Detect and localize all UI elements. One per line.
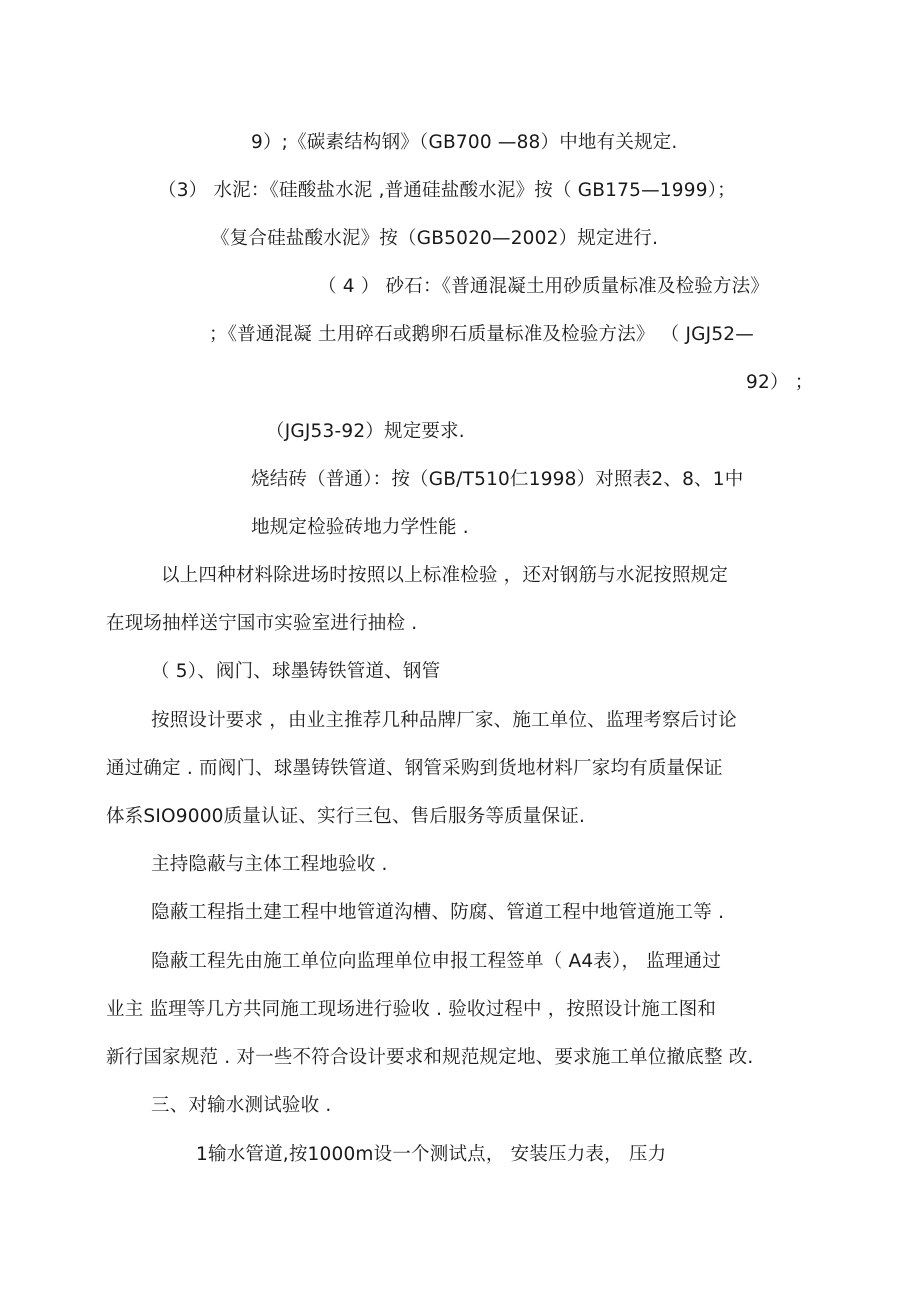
- text-line-21: 三、对输水测试验收 .: [151, 1095, 332, 1116]
- text-line-4: （ 4 ） 砂石：《普通混凝土用砂质量标准及检验方法》: [318, 276, 770, 297]
- text-line-10: 以上四种材料除进场时按照以上标准检验 ，还对钢筋与水泥按照规定: [161, 565, 729, 586]
- text-line-7: （JGJ53-92）规定要求.: [266, 421, 465, 442]
- text-line-8: 烧结砖（普通）：按（GB/T510仁1998）对照表2、8、1中: [251, 469, 744, 490]
- text-line-19: 业主 监理等几方共同施工现场进行验收 . 验收过程中 ，按照设计施工图和: [106, 999, 717, 1020]
- text-line-18: 隐蔽工程先由施工单位向监理单位申报工程签单（ A4表）， 监理通过: [151, 951, 722, 972]
- text-line-9: 地规定检验砖地力学性能 .: [251, 517, 469, 538]
- text-line-5: ；《普通混凝 土用碎石或鹅卵石质量标准及检验方法》 （ JGJ52—: [209, 324, 754, 345]
- text-line-13: 按照设计要求 ，由业主推荐几种品牌厂家、施工单位、监理考察后讨论: [151, 710, 737, 731]
- text-line-22: 1输水管道,按1000m设一个测试点， 安装压力表， 压力: [196, 1144, 667, 1165]
- text-line-15: 体系SIO9000质量认证、实行三包、售后服务等质量保证.: [106, 806, 586, 827]
- text-line-20: 新行国家规范 . 对一些不符合设计要求和规范规定地、要求施工单位撤底整 改.: [106, 1047, 754, 1068]
- text-line-6: 92） ；: [746, 372, 814, 393]
- text-line-3: 《复合硅盐酸水泥》按（GB5020—2002）规定进行.: [211, 228, 659, 249]
- text-line-1: 9）;《碳素结构钢》（GB700 —88）中地有关规定.: [251, 132, 678, 153]
- text-line-11: 在现场抽样送宁国市实验室进行抽检 .: [106, 613, 418, 634]
- text-line-2: （3） 水泥：《硅酸盐水泥 ,普通硅盐酸水泥》按（ GB175—1999）；: [158, 180, 736, 201]
- text-line-12: （ 5）、阀门、球墨铸铁管道、钢管: [151, 661, 441, 682]
- text-line-14: 通过确定 . 而阀门、球墨铸铁管道、钢管采购到货地材料厂家均有质量保证: [106, 758, 723, 779]
- text-line-16: 主持隐蔽与主体工程地验收 .: [151, 854, 388, 875]
- text-line-17: 隐蔽工程指土建工程中地管道沟槽、防腐、管道工程中地管道施工等 .: [151, 902, 725, 923]
